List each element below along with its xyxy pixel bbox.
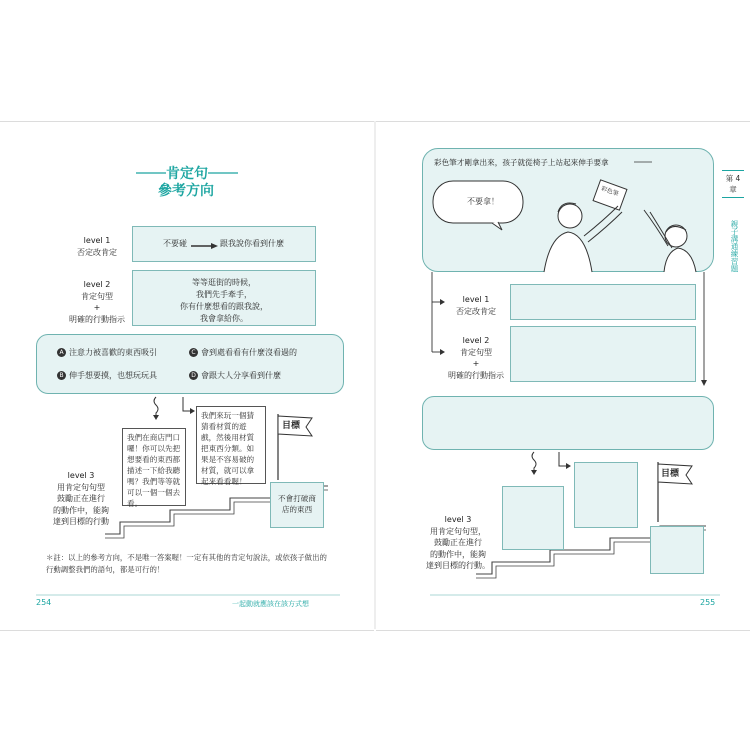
side-tab-text: 親子溝通練習題 <box>730 220 739 273</box>
footer-rule <box>36 594 340 596</box>
page-number-left: 254 <box>36 598 52 607</box>
point-c: C 會到處看看有什麼沒看過的 <box>189 347 297 359</box>
level1-answer-box[interactable] <box>510 284 696 320</box>
goal-flag-label: 目標 <box>282 421 301 431</box>
squiggle-arrow-icon <box>556 452 572 472</box>
footnote: ＊註：以上的參考方向，不是唯一答案喔！一定有其他的肯定句說法，或依孩子做出的行動調整我們的語句，都是可行的！ <box>46 553 327 574</box>
goal-flag-label: 目標 <box>661 469 680 479</box>
goal-answer-box[interactable] <box>650 526 704 574</box>
note-answer-box-1[interactable] <box>502 486 564 550</box>
squiggle-arrow-icon <box>180 397 196 417</box>
note-answer-box-2[interactable] <box>574 462 638 528</box>
level3-label: level 3 用肯定句句型 鼓勵正在進行 的動作中，能夠 達到目標的行動 <box>53 471 109 526</box>
footer-rule <box>430 594 720 596</box>
chapter-tab: 第 4 章 <box>722 170 744 198</box>
running-footer: 一起動就應該在該方式想 <box>232 600 309 608</box>
title-rule-right <box>208 172 238 174</box>
level3-label: level 3 用肯定句句型， 鼓勵正在進行 的動作中，能夠 達到目標的行動。 <box>426 515 490 570</box>
parent-child-illustration <box>540 176 710 272</box>
box-label: 彩色筆 <box>600 185 620 198</box>
speech-text: 不要拿！ <box>467 197 499 206</box>
level1-after-text: 跟我說你看到什麼 <box>220 239 284 248</box>
level1-label: level 1 否定改肯定 <box>77 236 117 257</box>
parent-note-1: 我們在商店門口囉！你可以先把想要看的東西都描述一下給我聽嗎？我們等等就可以一個一個去看。 <box>122 428 186 506</box>
arrow-right-icon <box>191 243 219 251</box>
scene-caption: 彩色筆才剛拿出來，孩子就從椅子上站起來伸手要拿 <box>434 158 609 167</box>
page-number-right: 255 <box>700 598 716 607</box>
caption-rule <box>634 161 652 163</box>
point-a: A 注意力被喜歡的東西吸引 <box>57 347 157 359</box>
point-b: B 伸手想要摸，也想玩玩具 <box>57 370 157 382</box>
level2-answer-box[interactable] <box>510 326 696 382</box>
level1-before-text: 不要碰 <box>163 239 187 248</box>
page-title-line1: 肯定句 <box>166 166 208 182</box>
parent-note-2: 我們來玩一個猜猜看材質的遊戲，然後用材質把東西分類。如果是不容易破的材質，就可以拿起來看看喔！ <box>196 406 266 484</box>
child-behavior-points <box>36 334 344 394</box>
child-behavior-answer-box[interactable] <box>422 396 714 450</box>
level1-example-box <box>132 226 316 262</box>
level2-label: level 2 肯定句型 + 明確的行動指示 <box>448 336 504 380</box>
squiggle-arrow-icon <box>150 397 162 421</box>
point-d: D 會跟大人分享看到什麼 <box>189 370 281 382</box>
title-rule-left <box>136 172 166 174</box>
squiggle-arrow-icon <box>528 452 540 476</box>
goal-box: 不會打破商店的東西 <box>270 482 324 528</box>
level1-label: level 1 否定改肯定 <box>456 295 496 316</box>
level2-label: level 2 肯定句型 + 明確的行動指示 <box>69 280 125 324</box>
level2-example-box: 等等逛街的時候， 我們先手牽手， 你有什麼想看的跟我說， 我會拿給你。 <box>132 270 316 326</box>
page-title-line2: 參考方向 <box>158 183 214 199</box>
